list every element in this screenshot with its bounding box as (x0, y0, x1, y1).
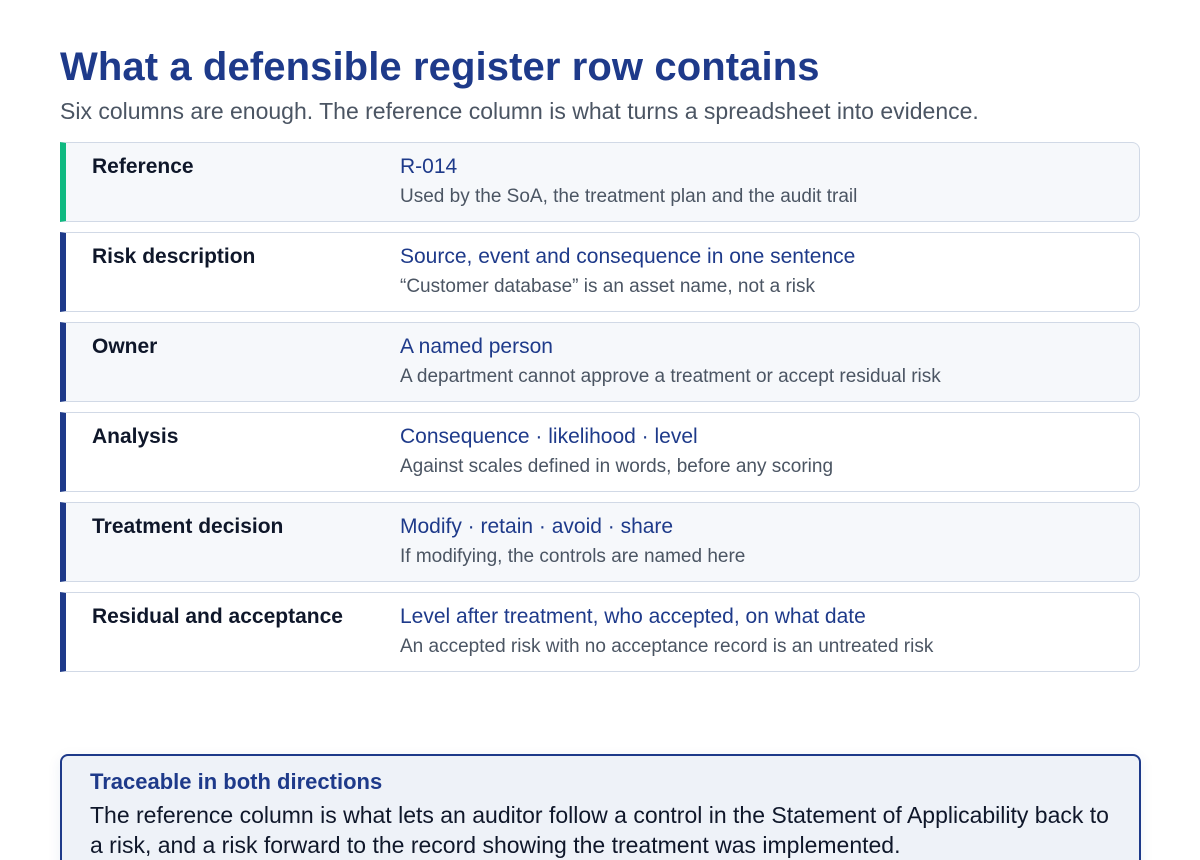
row-label: Reference (92, 155, 194, 178)
traceability-callout (60, 754, 1141, 860)
row-note: “Customer database” is an asset name, not a risk (400, 276, 816, 297)
row-value: A named person (400, 335, 553, 358)
register-row-risk-description (60, 232, 1140, 312)
register-row-owner (60, 322, 1140, 402)
page-subtitle: Six columns are enough. The reference column is what turns a spreadsheet into evidence. (60, 98, 979, 124)
row-note: A department cannot approve a treatment or accept residual risk (400, 366, 941, 387)
row-content (400, 244, 1119, 300)
row-value: Source, event and consequence in one sentence (400, 245, 856, 268)
row-label: Treatment decision (92, 515, 284, 538)
callout-title: Traceable in both directions (90, 769, 383, 794)
row-note: Against scales defined in words, before any scoring (400, 456, 834, 477)
row-content (400, 604, 1119, 660)
register-row-residual-acceptance (60, 592, 1140, 672)
row-content (400, 154, 1119, 210)
register-row-reference (60, 142, 1140, 222)
row-label: Residual and acceptance (92, 605, 343, 628)
row-content (400, 514, 1119, 570)
register-row-analysis (60, 412, 1140, 492)
register-row-list (60, 142, 1140, 672)
row-label: Analysis (92, 425, 179, 448)
row-label: Owner (92, 335, 158, 358)
page-title: What a defensible register row contains (60, 45, 820, 89)
register-row-treatment-decision (60, 502, 1140, 582)
row-value: Level after treatment, who accepted, on what date (400, 605, 866, 628)
row-content (400, 334, 1119, 390)
row-value: R-014 (400, 155, 458, 178)
row-value: Consequence · likelihood · level (400, 425, 698, 448)
row-note: An accepted risk with no acceptance record is an untreated risk (400, 636, 934, 657)
row-note: Used by the SoA, the treatment plan and the audit trail (400, 186, 858, 207)
row-value: Modify · retain · avoid · share (400, 515, 674, 538)
row-note: If modifying, the controls are named here (400, 546, 746, 567)
row-label: Risk description (92, 245, 256, 268)
callout-body: The reference column is what lets an auditor follow a control in the Statement of Applicability back to a risk, and a risk forward to the record showing the treatment was implemented. (90, 802, 1109, 858)
row-content (400, 424, 1119, 480)
